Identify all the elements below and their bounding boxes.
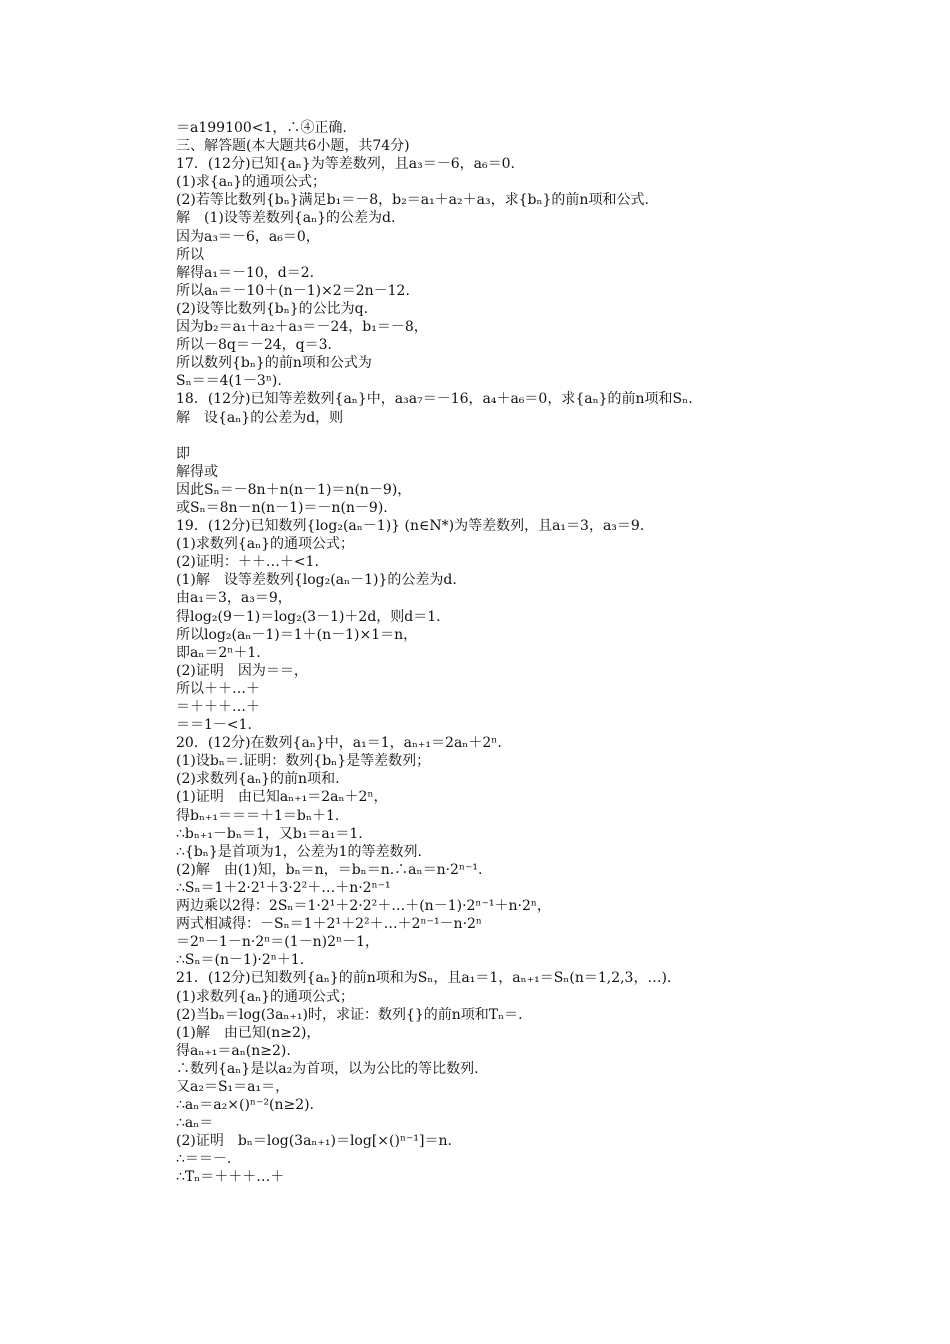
text-line: ∴aₙ＝ [176,1115,214,1132]
text-line: (2)证明 因为＝＝， [176,662,308,679]
text-line: 19．(12分)已知数列{log₂(aₙ－1)} (n∈N*)为等差数列，且a₁＝3，a₃＝9. [176,518,645,535]
text-line: 17．(12分)已知{aₙ}为等差数列，且a₃＝－6，a₆＝0. [176,156,515,173]
text-line: 得bₙ₊₁＝＝＝＋1＝bₙ＋1. [176,807,340,824]
text-line: 18．(12分)已知等差数列{aₙ}中，a₃a₇＝－16，a₄＋a₆＝0，求{aₙ}的前n项和Sₙ. [176,391,693,408]
text-line: (1)解 由已知(n≥2)， [176,1024,321,1041]
text-line: ∴数列{aₙ}是以a₂为首项，以为公比的等比数列. [176,1060,479,1077]
text-line: (2)求数列{aₙ}的前n项和. [176,771,340,788]
document-body [176,119,776,1187]
text-line: 所以log₂(aₙ－1)＝1＋(n－1)×1＝n， [176,626,418,643]
text-line: 解得或 [176,463,218,480]
text-line: (2)若等比数列{bₙ}满足b₁＝－8，b₂＝a₁＋a₂＋a₃，求{bₙ}的前n项和公式. [176,192,649,209]
text-line: 因此Sₙ＝－8n＋n(n－1)＝n(n－9)， [176,481,412,498]
text-line: ∴Sₙ＝1＋2·2¹＋3·2²＋…＋n·2ⁿ⁻¹ [176,879,391,896]
text-line: (1)证明 由已知aₙ₊₁＝2aₙ＋2ⁿ， [176,789,388,806]
text-line: ∴bₙ₊₁－bₙ＝1，又b₁＝a₁＝1. [176,825,363,842]
text-line: ＝＋＋＋…＋ [176,699,260,715]
text-line: Sₙ＝＝4(1－3ⁿ). [176,373,282,390]
text-line: 因为b₂＝a₁＋a₂＋a₃＝－24，b₁＝－8， [176,319,428,336]
text-line: ∴Sₙ＝(n－1)·2ⁿ＋1. [176,952,305,969]
text-line: (2)解 由(1)知，bₙ＝n，＝bₙ＝n.∴aₙ＝n·2ⁿ⁻¹. [176,861,483,878]
text-line: (2)当bₙ＝log(3aₙ₊₁)时，求证：数列{}的前n项和Tₙ＝. [176,1006,523,1023]
text-line: (1)求数列{aₙ}的通项公式； [176,536,355,553]
text-line: (1)解 设等差数列{log₂(aₙ－1)}的公差为d. [176,572,457,589]
text-line: 三、解答题(本大题共6小题，共74分) [176,138,410,155]
text-line: 两边乘以2得：2Sₙ＝1·2¹＋2·2²＋…＋(n－1)·2ⁿ⁻¹＋n·2ⁿ， [176,898,551,915]
text-line: (2)证明：＋＋…＋<1. [176,554,319,571]
text-line: 解 (1)设等差数列{aₙ}的公差为d. [176,210,396,227]
text-line: ∴aₙ＝a₂×()ⁿ⁻²(n≥2). [176,1097,315,1114]
text-line [176,427,776,445]
text-line: 或Sₙ＝8n－n(n－1)＝－n(n－9). [176,499,388,516]
text-line: 得aₙ₊₁＝aₙ(n≥2). [176,1042,291,1059]
text-line: 解 设{aₙ}的公差为d，则 [176,409,344,426]
text-line: 即 [176,445,190,462]
text-line: 因为a₃＝－6，a₆＝0， [176,228,320,245]
text-line: 所以aₙ＝－10＋(n－1)×2＝2n－12. [176,282,410,299]
text-line: (2)证明 bₙ＝log(3aₙ₊₁)＝log[×()ⁿ⁻¹]＝n. [176,1133,452,1150]
text-line: 所以数列{bₙ}的前n项和公式为 [176,355,372,372]
text-line: 两式相减得：－Sₙ＝1＋2¹＋2²＋…＋2ⁿ⁻¹－n·2ⁿ [176,916,482,933]
text-line: ∴＝＝－. [176,1151,232,1168]
text-line: 所以－8q＝－24，q＝3. [176,337,333,354]
text-line: 得log₂(9－1)＝log₂(3－1)＋2d，则d＝1. [176,608,441,625]
text-line: 解得a₁＝－10，d＝2. [176,264,315,281]
text-line: 由a₁＝3，a₃＝9， [176,590,292,607]
text-line: ∴Tₙ＝＋＋＋…＋ [176,1169,285,1186]
text-line: 又a₂＝S₁＝a₁＝， [176,1078,290,1095]
text-line: 所以＋＋…＋ [176,680,260,697]
text-line: ∴{bₙ}是首项为1，公差为1的等差数列. [176,843,423,860]
text-line: 20．(12分)在数列{aₙ}中，a₁＝1，aₙ₊₁＝2aₙ＋2ⁿ. [176,735,502,752]
text-line: (1)求数列{aₙ}的通项公式； [176,988,355,1005]
text-line: 21．(12分)已知数列{aₙ}的前n项和为Sₙ，且a₁＝1，aₙ₊₁＝Sₙ(n＝1,2,3，…). [176,970,672,987]
text-line: ＝2ⁿ－1－n·2ⁿ＝(1－n)2ⁿ－1， [176,934,380,951]
text-line: (2)设等比数列{bₙ}的公比为q. [176,300,369,317]
text-line: ＝＝1－<1. [176,717,252,734]
text-line: (1)求{aₙ}的通项公式； [176,174,327,191]
text-line: (1)设bₙ＝.证明：数列{bₙ}是等差数列； [176,753,431,770]
text-line: ＝a199100<1，∴④正确. [176,120,347,136]
text-line: 所以 [176,246,204,263]
text-line: 即aₙ＝2ⁿ＋1. [176,644,261,661]
